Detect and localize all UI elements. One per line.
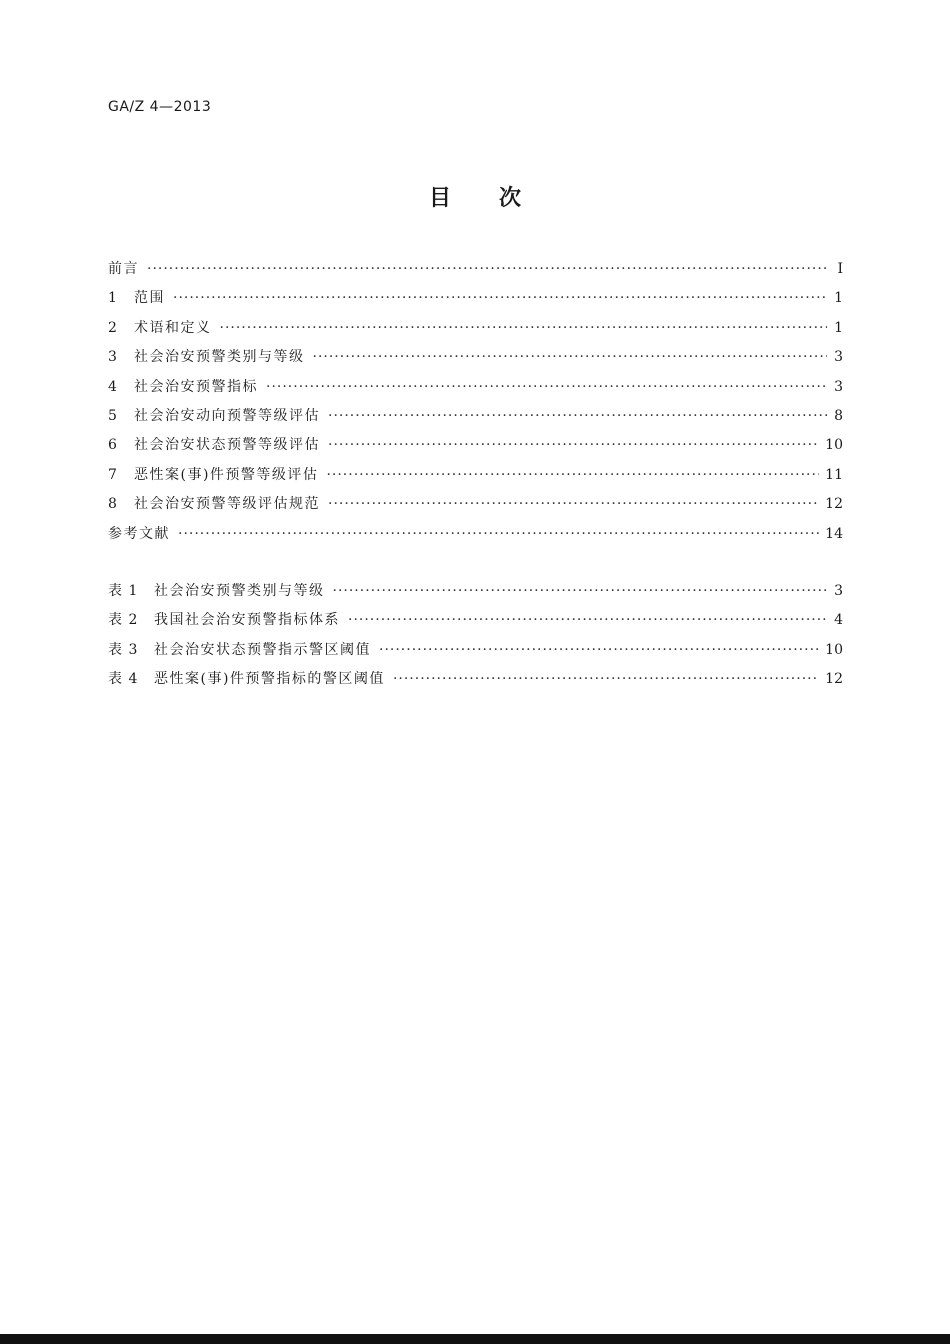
toc-entry-references[interactable] — [108, 523, 843, 552]
toc-page: 3 — [834, 349, 843, 366]
toc-page: 14 — [825, 525, 843, 542]
toc-label: 社会治安预警等级评估规范 — [134, 496, 320, 513]
dot-leader — [333, 583, 828, 599]
table-label: 我国社会治安预警指标体系 — [154, 612, 340, 629]
toc-entry-3[interactable] — [108, 346, 843, 375]
toc-label: 社会治安状态预警等级评估 — [134, 437, 320, 454]
toc-entry-5[interactable] — [108, 405, 843, 434]
toc-label: 前言 — [108, 261, 139, 277]
toc-label: 社会治安动向预警等级评估 — [134, 407, 320, 424]
toc-number: 6 — [108, 437, 117, 454]
dot-leader — [147, 261, 827, 277]
dot-leader — [393, 671, 819, 687]
toc-label: 参考文献 — [108, 525, 170, 542]
toc-entry-foreword[interactable] — [108, 258, 843, 287]
toc-page: 8 — [834, 407, 843, 424]
dot-leader — [173, 290, 827, 306]
dot-leader — [379, 642, 819, 658]
page-title: 目次 — [428, 186, 569, 211]
table-number: 表 1 — [108, 583, 139, 599]
toc-entry-7[interactable] — [108, 464, 843, 493]
table-of-contents — [108, 258, 843, 552]
toc-page: 11 — [825, 466, 843, 483]
toc-entry-8[interactable] — [108, 493, 843, 522]
toc-page: 1 — [834, 319, 843, 336]
table-label: 社会治安预警类别与等级 — [154, 583, 325, 599]
table-page: 3 — [834, 583, 843, 599]
table-page: 12 — [825, 671, 843, 688]
toc-page: 10 — [825, 437, 843, 454]
toc-label: 恶性案(事)件预警等级评估 — [134, 466, 319, 483]
table-label: 社会治安状态预警指示警区阈值 — [154, 641, 371, 658]
table-entry-1[interactable] — [108, 580, 843, 609]
toc-page: 1 — [834, 290, 843, 307]
table-number: 表 4 — [108, 671, 139, 688]
table-entry-2[interactable] — [108, 609, 843, 638]
toc-label: 范围 — [134, 290, 165, 307]
table-entry-3[interactable] — [108, 639, 843, 668]
table-number: 表 3 — [108, 641, 139, 658]
toc-label: 社会治安预警指标 — [134, 378, 258, 395]
table-label: 恶性案(事)件预警指标的警区阈值 — [154, 671, 385, 688]
dot-leader — [266, 379, 827, 395]
toc-number: 3 — [108, 349, 117, 366]
table-page: 10 — [825, 641, 843, 658]
toc-entry-1[interactable] — [108, 287, 843, 316]
toc-entry-6[interactable] — [108, 434, 843, 463]
toc-number: 5 — [108, 407, 117, 424]
dot-leader — [328, 496, 819, 512]
toc-entry-2[interactable] — [108, 317, 843, 346]
dot-leader — [328, 408, 827, 424]
toc-number: 7 — [108, 466, 117, 483]
table-entry-4[interactable] — [108, 668, 843, 697]
toc-number: 4 — [108, 378, 117, 395]
table-number: 表 2 — [108, 612, 139, 629]
toc-number: 2 — [108, 319, 117, 336]
toc-page: 12 — [825, 496, 843, 513]
document-code: GA/Z 4—2013 — [108, 99, 212, 115]
toc-entry-4[interactable] — [108, 376, 843, 405]
toc-page: 3 — [834, 378, 843, 395]
dot-leader — [328, 437, 819, 453]
dot-leader — [326, 467, 819, 483]
table-page: 4 — [834, 612, 843, 629]
list-of-tables — [108, 580, 843, 698]
dot-leader — [313, 349, 828, 365]
bottom-rule — [0, 1334, 950, 1344]
toc-number: 1 — [108, 290, 117, 307]
dot-leader — [178, 526, 819, 542]
dot-leader — [348, 612, 827, 628]
toc-page: Ⅰ — [837, 261, 843, 277]
toc-number: 8 — [108, 496, 117, 513]
toc-label: 社会治安预警类别与等级 — [134, 349, 305, 366]
toc-label: 术语和定义 — [134, 319, 212, 336]
dot-leader — [220, 320, 828, 336]
